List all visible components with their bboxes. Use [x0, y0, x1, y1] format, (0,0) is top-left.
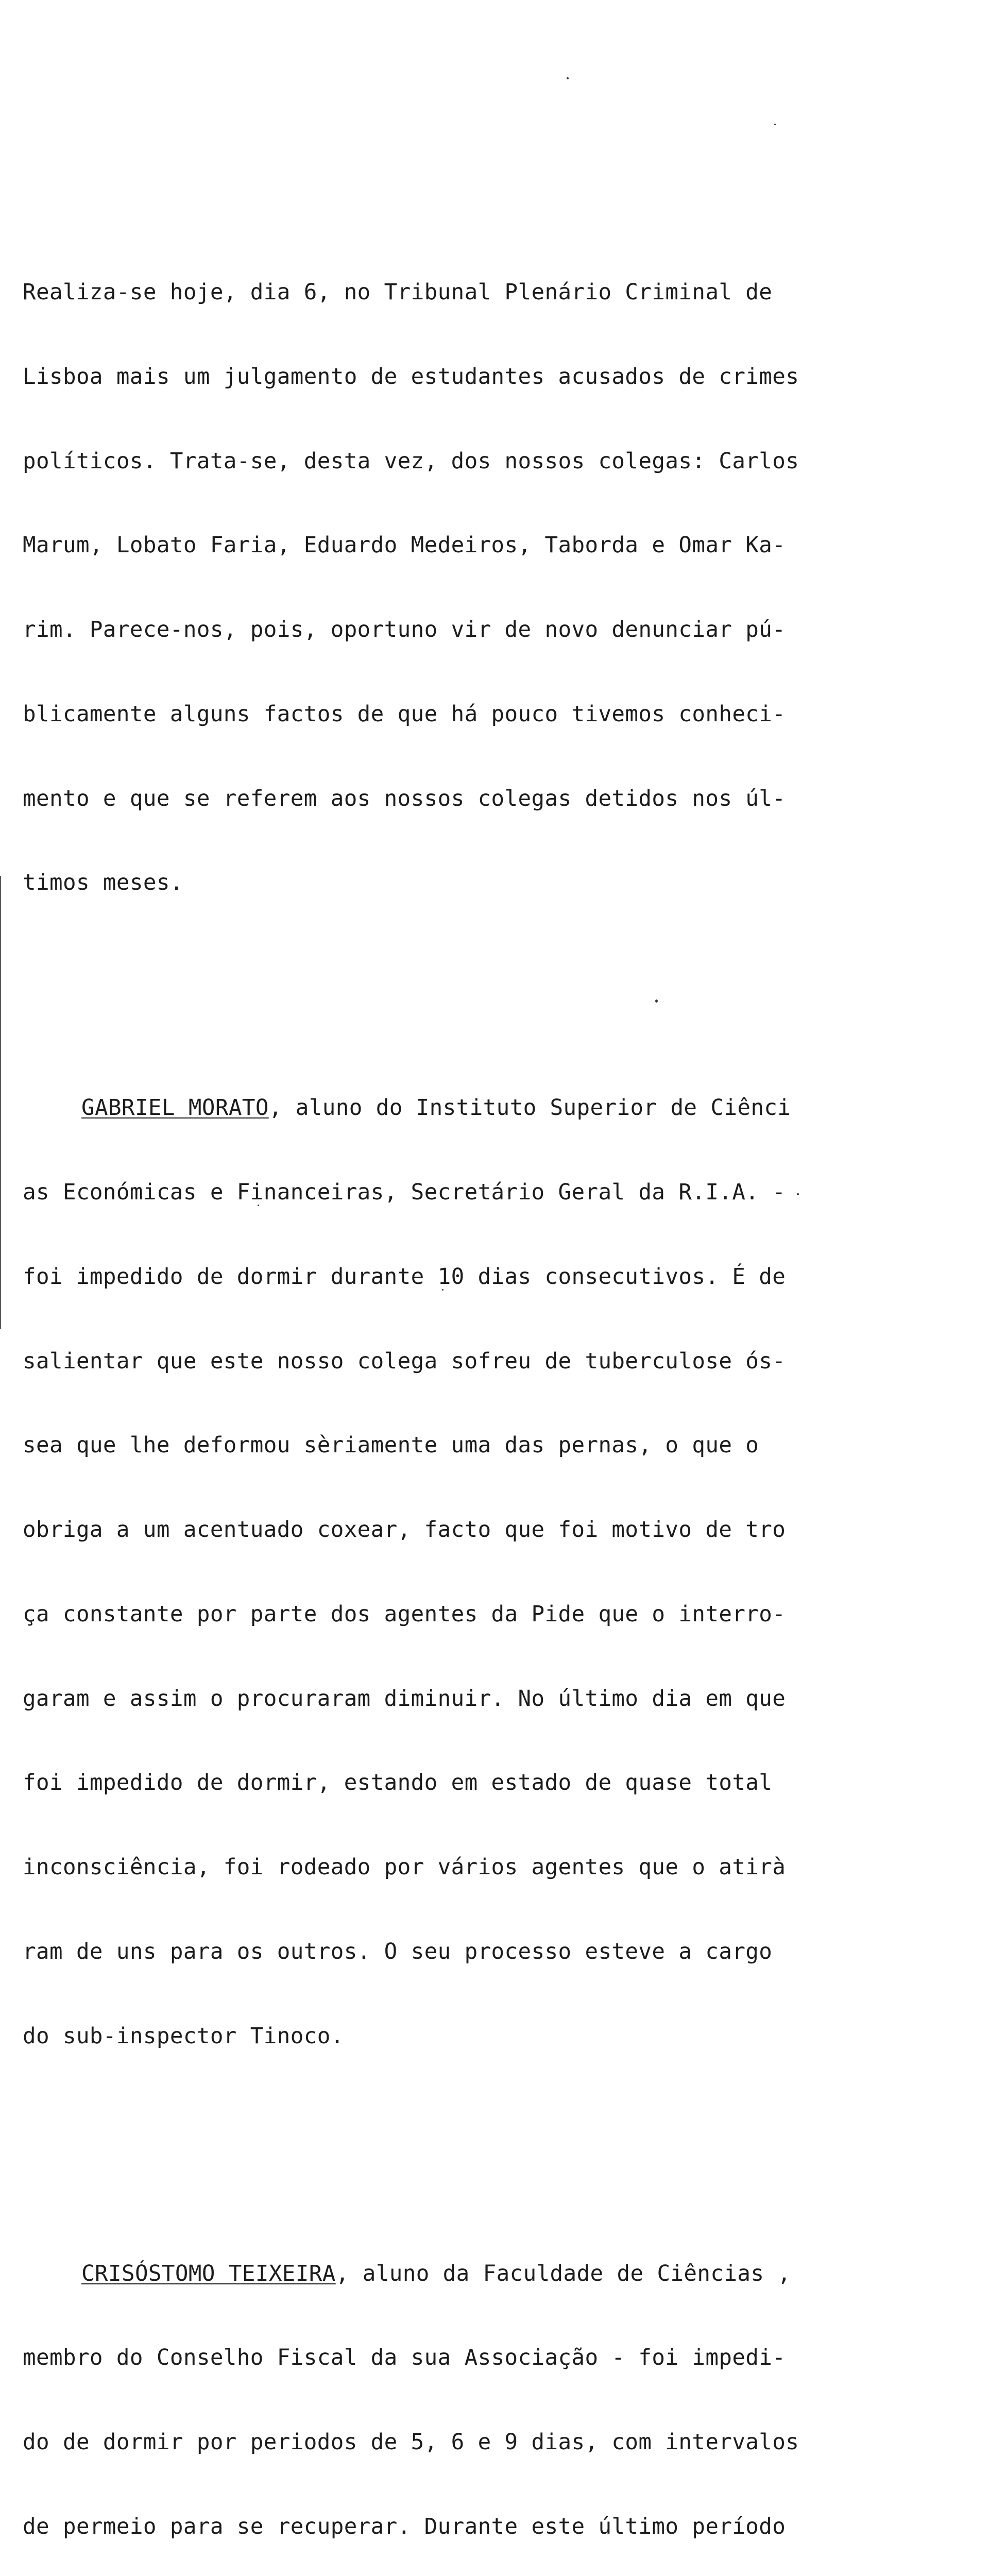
text-line: Marum, Lobato Faria, Eduardo Medeiros, Taborda e Omar Ka- — [23, 533, 786, 558]
person-name: GABRIEL MORATO — [81, 1095, 269, 1121]
text-line: foi impedido de dormir durante 10 dias consecutivos. É de — [23, 1264, 786, 1290]
text-line: políticos. Trata-se, desta vez, dos nossos colegas: Carlos — [23, 448, 799, 474]
paragraph-first-line — [23, 2260, 929, 2289]
text-line: garam e assim o procuraram diminuir. No último dia em que — [23, 1686, 786, 1711]
text-line: do sub-inspector Tinoco. — [23, 2023, 344, 2049]
text-line: ça constante por parte dos agentes da Pide que o interro- — [23, 1601, 786, 1627]
person-name: CRISÓSTOMO TEIXEIRA — [81, 2261, 336, 2286]
scan-edge-mark — [0, 876, 1, 1329]
text-line: foi impedido de dormir, estando em estado de quase total — [23, 1770, 773, 1796]
text-run: , aluno do Instituto Superior de Ciênci — [268, 1095, 791, 1121]
text-line: obriga a um acentuado coxear, facto que foi motivo de tro — [23, 1517, 786, 1543]
paragraph-crisostomo-teixeira — [23, 2204, 929, 2576]
text-line: sea que lhe deformou sèriamente uma das pernas, o que o — [23, 1433, 759, 1459]
text-line: de permeio para se recuperar. Durante este último período — [23, 2514, 786, 2539]
text-line: do de dormir por periodos de 5, 6 e 9 dias, com intervalos — [23, 2430, 799, 2455]
paragraph-gabriel-morato — [23, 1038, 929, 2107]
text-line: blicamente alguns factos de que há pouco tivemos conheci- — [23, 701, 786, 727]
text-line: ram de uns para os outros. O seu processo esteve a cargo — [23, 1939, 773, 1964]
document-body — [23, 138, 929, 2576]
text-line: as Económicas e Financeiras, Secretário Geral da R.I.A. - — [23, 1179, 786, 1205]
scan-speck — [774, 124, 776, 125]
text-line: salientar que este nosso colega sofreu de tuberculose ós- — [23, 1348, 786, 1374]
paragraph-first-line — [23, 1094, 929, 1123]
text-line: rim. Parece-nos, pois, oportuno vir de novo denunciar pú- — [23, 617, 786, 643]
text-line: Lisboa mais um julgamento de estudantes acusados de crimes — [23, 364, 799, 389]
text-line: timos meses. — [23, 870, 183, 896]
text-line: mento e que se referem aos nossos colegas detidos nos úl- — [23, 786, 786, 811]
text-line: membro do Conselho Fiscal da sua Associação - foi impedi- — [23, 2345, 786, 2371]
scan-speck — [567, 77, 569, 79]
text-run: , aluno da Faculdade de Ciências , — [335, 2261, 791, 2286]
text-line: inconsciência, foi rodeado por vários agentes que o atirà — [23, 1855, 786, 1880]
intro-paragraph — [23, 223, 929, 954]
text-line: Realiza-se hoje, dia 6, no Tribunal Plenário Criminal de — [23, 279, 773, 305]
